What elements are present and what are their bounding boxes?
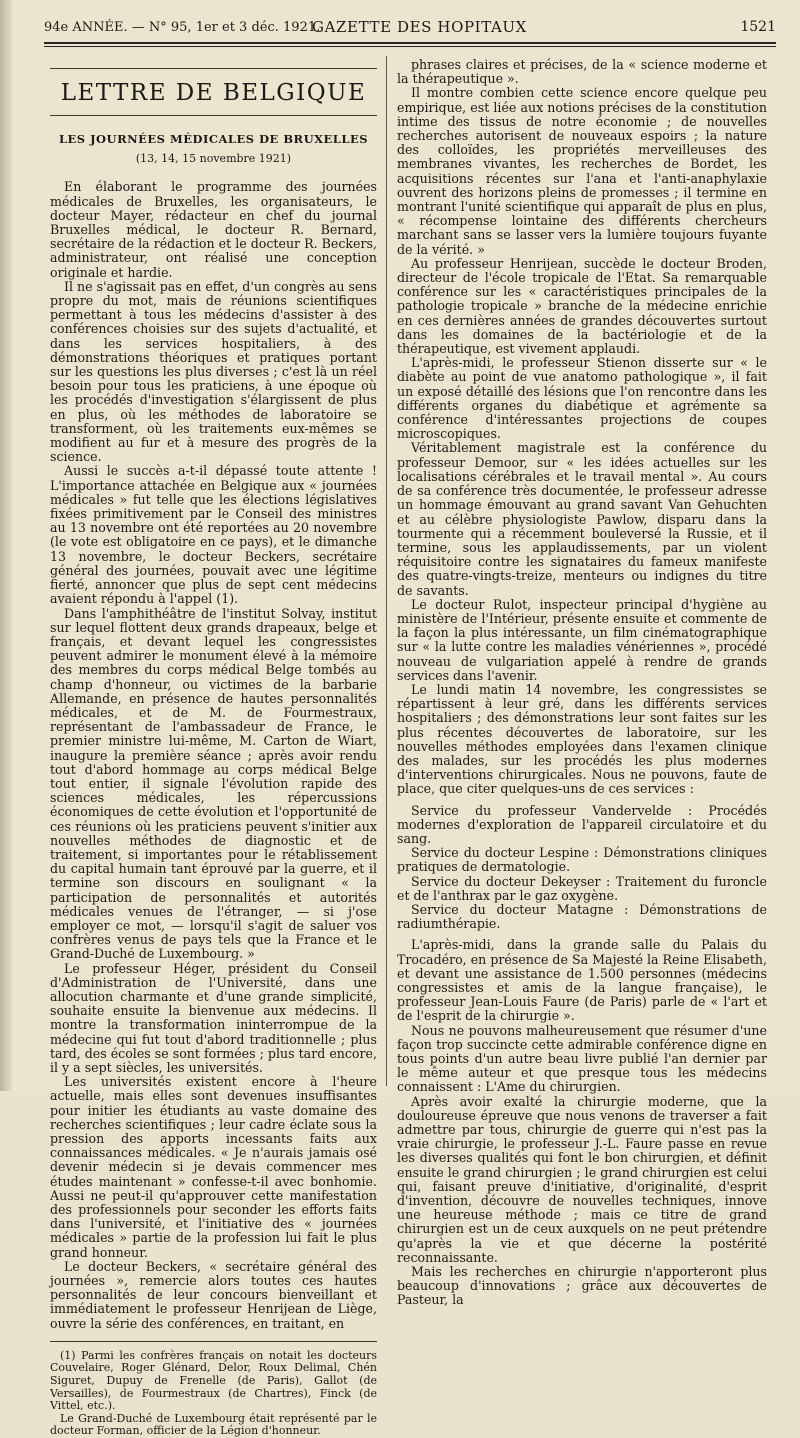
paragraph: Dans l'amphithéâtre de l'institut Solvay, institut sur lequel flottent deux grands drapeaux, belge et français, et devant lequel les congressistes peuvent admirer le monument élevé à la mémoire des membres du corps médical Belge tombés au champ d'honneur, ou victimes de la barbarie Allemande, en présence de hautes personnalités médicales, et de M. de Fourmestraux, représentant de l'ambassadeur de France, le premier ministre lui-même, M. Carton de Wiart, inaugure la première séance ; après avoir rendu tout d'abord hommage au corps médical Belge tout entier, il signale l'évolution rapide des sciences médicales, les répercussions économiques de cette évolution et l'opportunité de ces réunions où les praticiens peuvent s'initier aux nouvelles méthodes de diagnostic et de traitement, si importantes pour le rétablissement du capital humain tant éprouvé par la guerre, et il termine son discours en soulignant « la participation de personnalités et autorités médicales venues de l'étranger, — si j'ose employer ce mot, — lorsqu'il s'agit de saluer vos confrères venus de pays tels que la France et le Grand-Duché de Luxembourg. » [50,605,377,962]
paragraph: Nous ne pouvons malheureusement que résumer d'une façon trop succincte cette admirable conférence digne en tous points d'un autre beau livre publié l'an dernier par le même auteur et que presque tous les médecins connaissent : L'Ame du chirurgien. [397,1022,767,1095]
service-item: Service du docteur Matagne : Démonstrations de radiumthérapie. [397,901,767,932]
title-rule-top [50,68,377,69]
footnote-rule [50,1341,377,1342]
header-rule-thick [44,42,776,44]
paragraph: Aussi le succès a-t-il dépassé toute attente ! L'importance attachée en Belgique aux « journées médicales » fut telle que les élections législatives fixées primitivement par le Conseil des ministres au 13 novembre ont été reportées au 20 novembre (le vote est obligatoire en ce pays), et le dimanche 13 novembre, le docteur Beckers, secrétaire général des journées, pouvait avec une légitime fierté, annoncer que plus de sept cent médecins avaient répondu à l'appel (1). [50,463,377,607]
paragraph: Le docteur Beckers, « secrétaire général des journées », remercie alors toutes ces hautes personnalités de leur concours bienveillant et immédiatement le professeur Henrijean de Liège, ouvre la série des conférences, en traitant, en [50,1258,377,1331]
column-divider [386,56,387,1086]
page-header [44,14,776,40]
paragraph: phrases claires et précises, de la « science moderne et la thérapeutique ». [397,57,767,87]
paragraph: Le docteur Rulot, inspecteur principal d'hygiène au ministère de l'Intérieur, présente ensuite et commente de la façon la plus intéressante, un film cinématographique sur « la lutte contre les maladies vénériennes », procédé nouveau de vulgariation appelé à rendre de grands services dans l'avenir. [397,596,767,683]
paragraph: L'après-midi, le professeur Stienon disserte sur « le diabète au point de vue anatomo pathologique », il fait un exposé détaillé des lésions que l'on rencontre dans les différents organes du diabétique et agrémente sa conférence d'intéressantes projections de coupes microscopiques. [397,355,767,442]
service-item: Service du docteur Lespine : Démonstrations cliniques pratiques de dermatologie. [397,845,767,875]
paragraph: Véritablement magistrale est la conférence du professeur Demoor, sur « les idées actuelles sur les localisations cérébrales et le travail mental ». Au cours de sa conférence très documentée, le professeur adresse un hommage émouvant au grand savant Van Gehuchten et au célèbre physiologiste Pawlow, disparu dans la tourmente qui a récemment bouleversé la Russie, et il termine, sous les applaudissements, par un violent réquisitoire contre les signataires du fameux manifeste des quatre-vingts-treize, menteurs ou indignes du titre de savants. [397,440,767,598]
paragraph: Le lundi matin 14 novembre, les congressistes se répartissent à leur gré, dans les différents services hospitaliers ; des démonstrations leur sont faites sur les plus récentes découvertes de laboratoire, sur les nouvelles méthodes employées dans l'examen clinique des malades, sur les procédés les plus modernes d'interventions chirurgicales. Nous ne pouvons, faute de place, que citer quelques-uns de ces services : [397,681,767,797]
article-subtitle: LES JOURNÉES MÉDICALES DE BRUXELLES [58,132,369,146]
left-column [50,64,377,1438]
paragraph: Il montre combien cette science encore quelque peu empirique, est liée aux notions précises de la constitution intime des tissus de notre économie ; de nouvelles recherches autorisent de nouveaux espoirs ; la nature des colloïdes, les propriétés merveilleuses des membranes vivantes, les recherches de Bordet, les acquisitions récentes sur l'ana et l'anti-anaphylaxie ouvrent des horizons pleins de promesses ; il termine en montrant l'unité scientifique qui apparaît de plus en plus, « récompense lointaine des différents chercheurs marchant sans se lasser vers la lumière toujours fuyante de la vérité. » [397,85,767,257]
header-rule-thin [44,46,776,47]
article-title: LETTRE DE BELGIQUE [60,80,367,106]
article-dates: (13, 14, 15 novembre 1921) [135,152,292,166]
right-column [397,58,767,1308]
paragraph: En élaborant le programme des journées médicales de Bruxelles, les organisateurs, le docteur Mayer, rédacteur en chef du journal Bruxelles médical, le docteur R. Bernard, secrétaire de la rédaction et le docteur R. Beckers, administrateur, ont réalisé une conception originale et hardie. [50,179,377,280]
journal-name: GAZETTE DES HOPITAUX [312,18,527,36]
issue-info: 94e ANNÉE. — N° 95, 1er et 3 déc. 1921. [44,20,321,35]
paragraph: Le professeur Héger, président du Conseil d'Administration de l'Université, dans une allocution charmante et d'une grande simplicité, souhaite ensuite la bienvenue aux médecins. Il montre la transformation ininterrompue de la médecine qui fut tout d'abord traditionnelle ; plus tard, des écoles se sont formées ; plus tard encore, il y a sept siècles, les universités. [50,960,377,1075]
title-rule-bottom [50,115,377,116]
paragraph: Il ne s'agissait pas en effet, d'un congrès au sens propre du mot, mais de réunions scientifiques permettant à tous les médecins d'assister à des conférences choisies sur des sujets d'actualité, et dans les services hospitaliers, à des démonstrations théoriques et pratiques portant sur les questions les plus diverses ; c'est là un réel besoin pour tous les praticiens, à une époque où les procédés d'investigation s'élargissent de plus en plus, où les méthodes de laboratoire se transforment, où les traitements eux-mêmes se modifient au fur et à mesure des progrès de la science. [50,278,377,465]
paragraph: Mais les recherches en chirurgie n'apporteront plus beaucoup d'innovations ; grâce aux découvertes de Pasteur, la [397,1264,767,1308]
service-item: Service du professeur Vandervelde : Procédés modernes d'exploration de l'appareil circulatoire et du sang. [397,802,767,846]
paragraph: Au professeur Henrijean, succède le docteur Broden, directeur de l'école tropicale de l'Etat. Sa remarquable conférence sur les « caractéristiques principales de la pathologie tropicale » branche de la médecine enrichie en ces dernières années de grandes découvertes surtout dans les domaines de la bactériologie et de la thérapeutique, est vivement applaudi. [397,255,767,357]
footnote: Le Grand-Duché de Luxembourg était représenté par le docteur Forman, officier de la Légion d'honneur. [50,1411,377,1438]
page-binding-edge [0,0,12,1091]
page-number: 1521 [740,19,776,35]
footnotes [50,1350,377,1438]
footnote: (1) Parmi les confrères français on notait les docteurs Couvelaire, Roger Glénard, Delor, Roux Delimal, Chén Siguret, Dupuy de Frenelle (de Paris), Gallot (de Versailles), de Fourmestraux (de Chartres), Finck (de Vittel, etc.). [50,1348,377,1413]
paragraph: Après avoir exalté la chirurgie moderne, que la douloureuse épreuve que nous venons de traverser a fait admettre par tous, chirurgie de guerre qui n'est pas la vraie chirurgie, le professeur J.-L. Faure passe en revue les diverses qualités qui font le bon chirurgien, et définit ensuite le grand chirurgien ; le grand chirurgien est celui qui, faisant preuve d'initiative, d'originalité, d'esprit d'invention, découvre de nouvelles techniques, innove une heureuse méthode ; mais ce titre de grand chirurgien est un de ceux auxquels on ne peut prétendre qu'après la vie et que décerne la postérité reconnaissante. [397,1093,767,1265]
service-item: Service du docteur Dekeyser : Traitement du furoncle et de l'anthrax par le gaz oxygène. [397,873,767,903]
paragraph: Les universités existent encore à l'heure actuelle, mais elles sont devenues insuffisantes pour initier les étudiants au vaste domaine des recherches scientifiques ; leur cadre éclate sous la pression des apports incessants faits aux connaissances médicales. « Je n'aurais jamais osé devenir médecin si je devais commencer mes études maintenant » confesse-t-il avec bonhomie. Aussi ne peut-il qu'approuver cette manifestation des professionnels pour seconder les efforts faits dans l'université, et l'initiative des « journées médicales » partie de la profession lui fait le plus grand honneur. [50,1074,377,1260]
paragraph: L'après-midi, dans la grande salle du Palais du Trocadéro, en présence de Sa Majesté la Reine Elisabeth, et devant une assistance de 1.500 personnes (médecins congressistes et amis de la langue française), le professeur Jean-Louis Faure (de Paris) parle de « l'art et de l'esprit de la chirurgie ». [397,937,767,1024]
